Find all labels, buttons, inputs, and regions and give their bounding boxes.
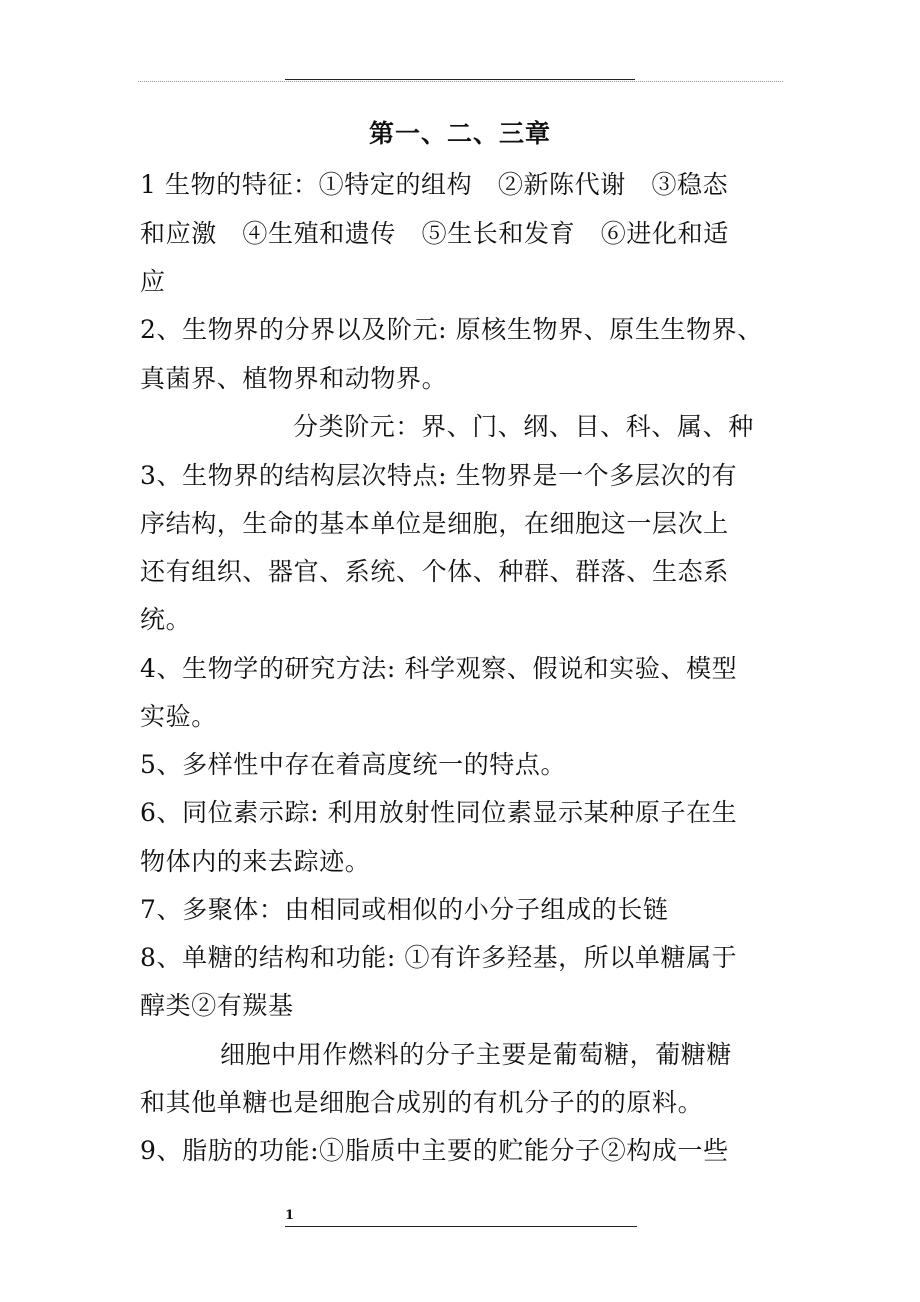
header-dotted-rule xyxy=(138,81,783,82)
text-line: 真菌界、植物界和动物界。 xyxy=(140,364,448,393)
text-line: 和应激 ④生殖和遗传 ⑤生长和发育 ⑥进化和适 xyxy=(140,219,729,248)
text-line: 3、生物界的结构层次特点: 生物界是一个多层次的有 xyxy=(140,461,738,490)
text-line: 物体内的来去踪迹。 xyxy=(140,847,371,876)
text-line: 1 生物的特征：①特定的组构 ②新陈代谢 ③稳态 xyxy=(140,170,729,199)
text-line: 实验。 xyxy=(140,702,217,731)
page-number: 1 xyxy=(285,1208,295,1223)
text-line: 9、脂肪的功能:①脂质中主要的贮能分子②构成一些 xyxy=(140,1136,729,1165)
text-line: 4、生物学的研究方法: 科学观察、假说和实验、模型 xyxy=(140,654,738,683)
text-line: 应 xyxy=(140,267,166,296)
text-line: 醇类②有羰基 xyxy=(140,991,294,1020)
header-solid-rule xyxy=(285,79,635,80)
text-line: 还有组织、器官、系统、个体、种群、群落、生态系 xyxy=(140,557,729,586)
text-line: 5、多样性中存在着高度统一的特点。 xyxy=(140,750,567,779)
text-line: 统。 xyxy=(140,605,192,634)
text-line: 和其他单糖也是细胞合成别的有机分子的的原料。 xyxy=(140,1088,704,1117)
text-line-indented: 细胞中用作燃料的分子主要是葡萄糖，葡糖糖 xyxy=(220,1040,733,1069)
text-line: 7、多聚体：由相同或相似的小分子组成的长链 xyxy=(140,895,669,924)
text-line: 6、同位素示踪: 利用放射性同位素显示某种原子在生 xyxy=(140,798,738,827)
text-line: 2、生物界的分界以及阶元: 原核生物界、原生生物界、 xyxy=(140,315,763,344)
text-line-indented: 分类阶元：界、门、纲、目、科、属、种 xyxy=(293,412,754,441)
page-title: 第一、二、三章 xyxy=(368,119,551,148)
page-footer xyxy=(285,1208,637,1227)
text-line: 序结构，生命的基本单位是细胞，在细胞这一层次上 xyxy=(140,509,729,538)
text-line: 8、单糖的结构和功能: ①有许多羟基，所以单糖属于 xyxy=(140,943,738,972)
